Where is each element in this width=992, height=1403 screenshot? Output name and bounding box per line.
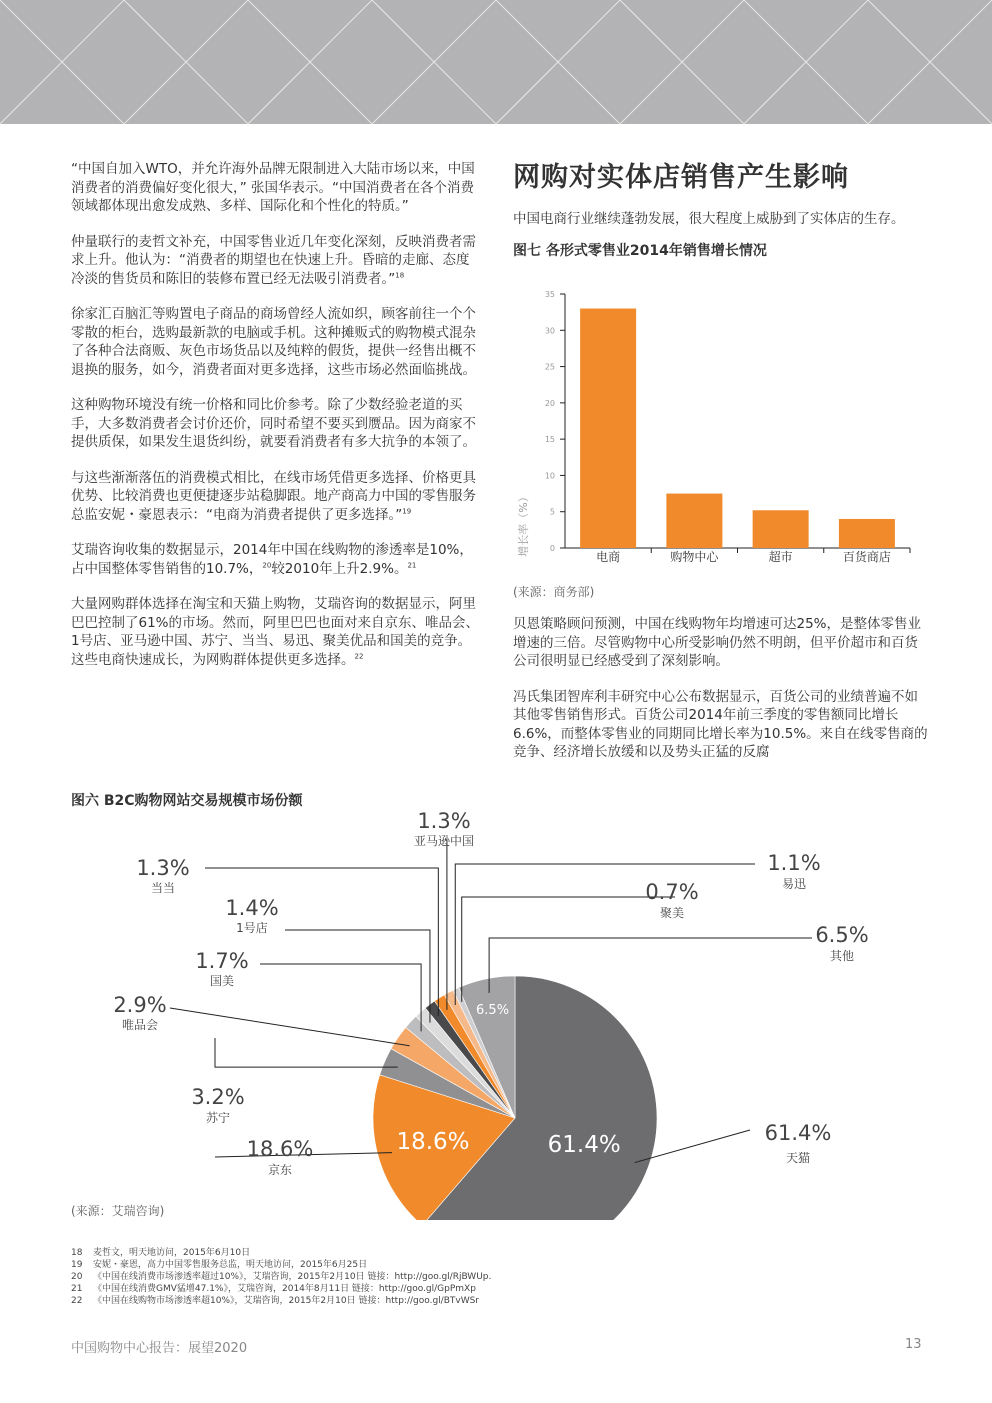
slice-value-label: 6.5% <box>476 1003 510 1019</box>
fig7-title: 图七 各形式零售业2014年销售增长情况 <box>513 243 767 259</box>
y-tick-label: 30 <box>544 326 555 336</box>
paragraph: “中国自加入WTO，并允许海外品牌无限制进入大陆市场以来，中国消费者的消费偏好变化很大，” 张国华表示。“中国消费者在各个消费领域都体现出愈发成熟、多样、国际化和个性化的特质。” <box>71 161 475 214</box>
footnote-ref: 19 <box>402 507 412 515</box>
slice-name-label: 亚马逊中国 <box>413 834 475 848</box>
bar-chart <box>505 282 925 602</box>
y-tick-label: 25 <box>544 362 555 372</box>
paragraph: 贝恩策略顾问预测，中国在线购物年均增速可达25%，是整体零售业增速的三倍。尽管购物中心所受影响仍然不明朗，但平价超市和百货公司很明显已经感受到了深刻影响。 <box>513 616 922 669</box>
slice-name-label: 国美 <box>209 974 235 988</box>
y-tick-label: 20 <box>544 398 555 408</box>
slice-value-label: 61.4% <box>547 1131 621 1158</box>
footnotes <box>71 1247 491 1307</box>
paragraph: 仲量联行的麦哲文补充，中国零售业近几年变化深刻，反映消费者需求上升。他认为：“消费者的期望也在快速上升。昏暗的走廊、态度冷淡的售货员和陈旧的装修布置已经无法吸引消费者。”$^{18}$ <box>71 233 476 287</box>
y-tick-label: 35 <box>544 290 555 299</box>
section-intro: 中国电商行业继续蓬勃发展，很大程度上威胁到了实体店的生存。 <box>513 211 905 227</box>
x-tick-label: 购物中心 <box>670 550 719 564</box>
slice-name-label: 1号店 <box>236 921 268 935</box>
slice-value-label: 18.6% <box>246 1137 314 1161</box>
paragraph: 徐家汇百脑汇等购置电子商品的商场曾经人流如织，顾客前往一个个零散的柜台，选购最新款的电脑或手机。这种摊贩式的购物模式混杂了各种合法商贩、灰色市场货品以及纯粹的假货，提供一经售出概不退换的服务，如今，消费者面对更多选择，这些市场必然面临挑战。 <box>71 306 476 378</box>
slice-value-label: 0.7% <box>645 880 699 904</box>
footnote-ref: 20 <box>262 561 272 569</box>
header-pattern <box>0 0 992 124</box>
bar <box>839 519 895 548</box>
callout-line <box>260 964 421 1031</box>
footnote: 22 《中国在线购物市场渗透率超10%》，艾瑞咨询，2015年2月10日 链接：http://goo.gl/BTvWSr <box>71 1296 480 1306</box>
paragraph: 冯氏集团智库利丰研究中心公布数据显示，百货公司的业绩普遍不如其他零售销售形式。百货公司2014年前三季度的零售额同比增长6.6%，而整体零售业的同期同比增长率为10.5%。来自在线零售商的竞争、经济增长放缓和以及势头正猛的反腐 <box>513 688 928 760</box>
bar <box>666 494 722 548</box>
y-tick-label: 10 <box>544 471 555 481</box>
right-column <box>513 160 923 260</box>
bar <box>753 510 809 548</box>
paragraph: 大量网购群体选择在淘宝和天猫上购物，艾瑞咨询的数据显示，阿里巴巴控制了61%的市场。然而，阿里巴巴也面对来自京东、唯品会、1号店、亚马逊中国、苏宁、当当、易迅、聚美优品和国美的竞争。这些电商快速成长，为网购群体提供更多选择。$^{22}$ <box>71 596 480 668</box>
slice-value-label: 1.3% <box>136 856 190 880</box>
x-tick-label: 超市 <box>768 550 793 564</box>
callout-line <box>215 1038 398 1067</box>
callout-line <box>445 840 447 1010</box>
x-tick-label: 百货商店 <box>842 550 891 564</box>
slice-value-label: 1.4% <box>225 896 279 920</box>
slice-value-label: 18.6% <box>396 1129 470 1156</box>
footnote-ref: 21 <box>407 561 417 569</box>
footnote: 20 《中国在线消费市场渗透率超过10%》，艾瑞咨询，2015年2月10日 链接：http://goo.gl/RjBWUp. <box>71 1272 492 1282</box>
bar <box>580 309 636 548</box>
fig6-title: 图六 B2C购物网站交易规模市场份额 <box>71 793 303 809</box>
callout-line <box>170 1008 410 1046</box>
slice-value-label: 1.3% <box>417 809 471 833</box>
slice-name-label: 京东 <box>267 1163 293 1177</box>
footnote: 18 麦哲文，明天地访问，2015年6月10日 <box>71 1248 251 1258</box>
y-tick-label: 15 <box>544 435 555 445</box>
footer-title: 中国购物中心报告：展望2020 <box>71 1341 248 1356</box>
x-tick-label: 电商 <box>596 550 621 564</box>
paragraph: 艾瑞咨询收集的数据显示，2014年中国在线购物的渗透率是10%，占中国整体零售销售的10.7%，$^{20}$较2010年上升2.9%。$^{21}$ <box>71 542 473 577</box>
fig6-source: (来源：艾瑞咨询) <box>71 1204 165 1218</box>
right-text <box>513 615 928 779</box>
pie-chart <box>60 800 930 1220</box>
footnote: 21 《中国在线消费GMV猛增47.1%》，艾瑞咨询，2014年8月11日 链接：http://goo.gl/GpPmXp <box>71 1284 476 1294</box>
footnote: 19 安妮・豪恩，高力中国零售服务总监，明天地访问，2015年6月25日 <box>71 1260 368 1270</box>
y-tick-label: 0 <box>549 544 555 553</box>
y-tick-label: 5 <box>549 507 555 517</box>
slice-value-label: 61.4% <box>764 1121 832 1145</box>
slice-value-label: 1.7% <box>195 949 249 973</box>
footnote-ref: 18 <box>395 271 405 279</box>
slice-name-label: 当当 <box>150 881 176 895</box>
slice-name-label: 天猫 <box>785 1151 811 1165</box>
slice-name-label: 聚美 <box>659 906 685 920</box>
page-number: 13 <box>905 1337 922 1352</box>
slice-value-label: 1.1% <box>767 851 821 875</box>
slice-name-label: 苏宁 <box>205 1111 231 1125</box>
slice-value-label: 6.5% <box>815 923 869 947</box>
paragraph: 这种购物环境没有统一价格和同比价参考。除了少数经验老道的买手，大多数消费者会讨价还价，同时希望不要买到赝品。因为商家不提供质保，如果发生退货纠纷，就要看消费者有多大抗争的本领了。 <box>71 397 476 450</box>
section-title: 网购对实体店销售产生影响 <box>513 162 849 193</box>
y-axis-label: 增长率（%） <box>517 491 530 557</box>
callout-line <box>285 930 430 1023</box>
footnote-ref: 22 <box>354 652 364 660</box>
header-band <box>0 0 992 124</box>
slice-value-label: 2.9% <box>113 993 167 1017</box>
fig7-source: (来源：商务部) <box>513 585 595 599</box>
paragraph: 与这些渐渐落伍的消费模式相比，在线市场凭借更多选择、价格更具优势、比较消费也更便捷逐步站稳脚跟。地产商高力中国的零售服务总监安妮・豪恩表示：“电商为消费者提供了更多选择。”$^{19}$ <box>71 469 476 523</box>
slice-name-label: 其他 <box>829 949 855 963</box>
left-column <box>71 160 481 686</box>
slice-name-label: 易迅 <box>781 877 807 891</box>
slice-value-label: 3.2% <box>191 1085 245 1109</box>
slice-name-label: 唯品会 <box>121 1018 159 1032</box>
callout-line <box>205 868 438 1016</box>
